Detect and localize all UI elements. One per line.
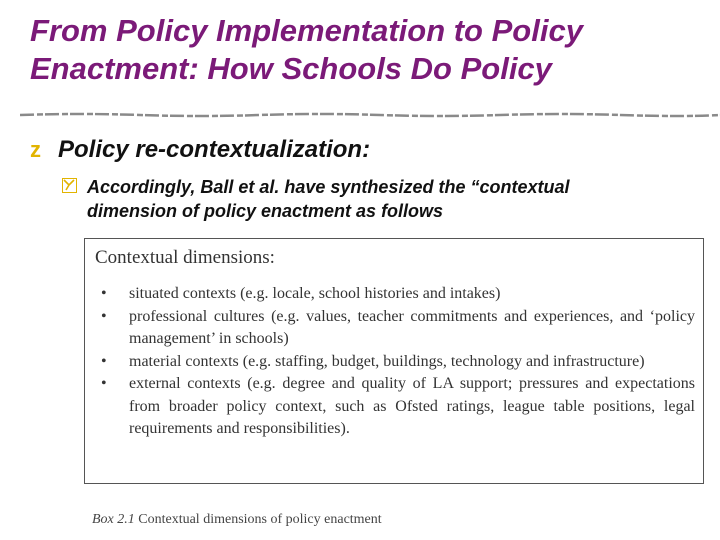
dimension-term: situated contexts bbox=[129, 285, 237, 302]
dimension-desc: (e.g. degree and quality of LA support; pressures and expectations from broader policy context, such as Ofsted ratings, league table positions, legal requirements and responsibilities). bbox=[129, 375, 695, 437]
bullet-level-2-line-2: dimension of policy enactment as follows bbox=[87, 201, 444, 221]
bullet-level-1 bbox=[30, 136, 370, 164]
list-item bbox=[95, 373, 695, 441]
dimension-desc: (e.g. locale, school histories and intakes) bbox=[236, 285, 501, 302]
bullet-level-2 bbox=[62, 175, 702, 223]
z-bullet-icon: z bbox=[30, 137, 41, 162]
contextual-dimensions-box bbox=[84, 238, 704, 484]
list-item bbox=[95, 351, 695, 374]
list-item bbox=[95, 283, 695, 306]
caption-text: Contextual dimensions of policy enactment bbox=[134, 512, 382, 527]
list-item bbox=[95, 306, 695, 351]
dimension-term: professional cultures bbox=[129, 307, 265, 325]
bullet-level-2-line-1: Accordingly, Ball et al. have synthesized the “contextual bbox=[87, 177, 570, 197]
bullet-dot: • bbox=[101, 375, 107, 392]
box-heading: Contextual dimensions: bbox=[95, 247, 275, 268]
title-line-1: From Policy Implementation to Policy bbox=[30, 13, 583, 48]
bullet-level-1-text: Policy re-contextualization: bbox=[58, 136, 371, 163]
slide-title bbox=[30, 12, 710, 88]
bullet-dot: • bbox=[101, 352, 107, 370]
box-caption bbox=[92, 512, 382, 528]
dimension-desc: (e.g. staffing, budget, buildings, technology and infrastructure) bbox=[238, 352, 645, 370]
bullet-dot: • bbox=[101, 285, 107, 302]
title-line-2: Enactment: How Schools Do Policy bbox=[30, 51, 552, 86]
dimension-term: external contexts bbox=[129, 375, 241, 392]
dimension-desc: (e.g. values, teacher commitments and experiences, and ‘policy management’ in schools) bbox=[129, 307, 695, 347]
y-bullet-icon bbox=[62, 178, 77, 193]
dimensions-list bbox=[95, 283, 695, 441]
title-divider bbox=[20, 112, 720, 118]
dimension-term: material contexts bbox=[129, 352, 239, 370]
bullet-dot: • bbox=[101, 307, 107, 325]
caption-label: Box 2.1 bbox=[92, 512, 135, 527]
